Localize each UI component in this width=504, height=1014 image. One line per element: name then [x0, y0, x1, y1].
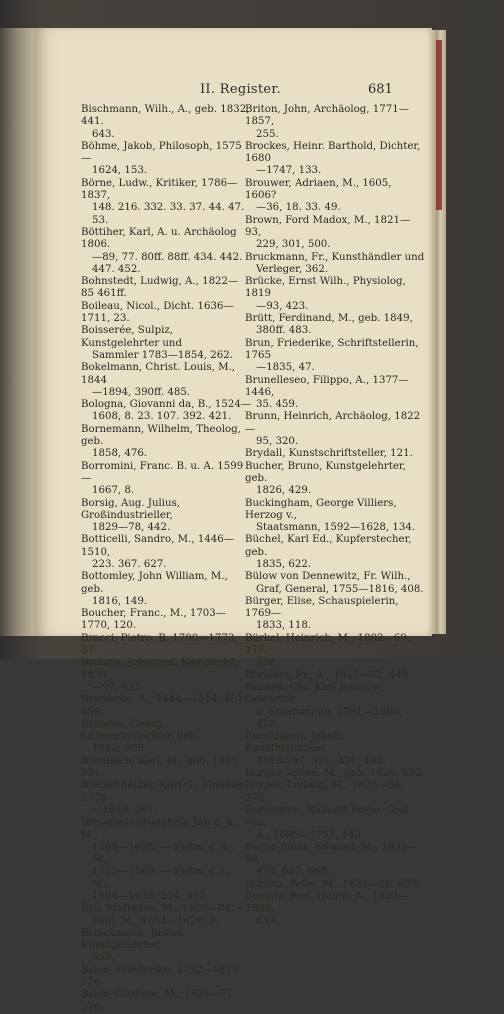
index-entry — [81, 362, 251, 399]
index-entry-continuation: —93, 423. — [256, 300, 309, 312]
index-entry — [245, 891, 425, 928]
index-entry-continuation: 1835, 622. — [256, 558, 312, 570]
index-entry-line: Bologna, Giovanni da, B., 1524— — [81, 399, 252, 411]
index-entry-line: Bucher, Bruno, Kunstgelehrter, geb. — [245, 460, 406, 484]
index-entry — [245, 104, 425, 141]
index-entry-line: Bischmann, Wilh., A., geb. 1832, 441. — [81, 104, 250, 128]
index-entry-line: Bracci, Pietro, B. 1700—1773, 37. — [81, 632, 238, 657]
index-entry-line: Brütt, Ferdinand, M., geb. 1849, — [245, 313, 413, 325]
index-entry — [81, 399, 251, 424]
index-entry — [245, 633, 425, 670]
index-entry-continuation: 229, 301, 500. — [256, 239, 331, 251]
index-entry-line: Brahms, Johannes, Komponist, 1833 — [81, 657, 240, 681]
index-entry — [245, 252, 425, 277]
index-entry-line: Bokelmann, Christ. Louis, M., 1844 — [81, 362, 236, 386]
index-entry-line: Brunelleseo, Filippo, A., 1377—1446, — [245, 374, 409, 398]
index-entry — [81, 301, 251, 326]
index-entry-line: Börne, Ludw., Kritiker, 1786—1837, — [81, 177, 238, 202]
index-entry-continuation: Staatsmann, 1592—1628, 134. — [256, 522, 416, 534]
index-entry — [81, 424, 251, 461]
index-entry — [245, 141, 425, 178]
index-entry-continuation: —89, 77. 80ff. 88ff. 434. 442. — [92, 251, 243, 263]
index-entry-line: Bornemann, Wilhelm, Theolog, geb. — [81, 423, 241, 448]
index-entry-line: Bramante, A., 1444—1514, 451. 459. — [81, 694, 247, 718]
index-entry-continuation: Verleger, 362. — [256, 263, 329, 275]
index-entry — [245, 178, 425, 215]
index-entry-line: Burnitz, Peter, M., 1824—86, 633. — [245, 878, 421, 890]
index-entry-continuation: 1525—1569. — Pieter d. j., M., — [92, 866, 231, 890]
index-entry — [245, 276, 425, 313]
index-entry — [81, 780, 251, 817]
index-entry-continuation: 148. 216. 332. 33. 37. 44. 47. 53. — [92, 202, 245, 226]
index-entry — [81, 817, 251, 903]
index-entry — [81, 325, 251, 362]
index-entry-continuation: 1568—1625. — Pieter d. ä., M., — [92, 841, 234, 866]
index-entry — [245, 780, 425, 805]
index-entry-continuation: Paul, M., 1554—1626, 9. — [92, 915, 220, 927]
index-entry — [81, 608, 251, 633]
index-entry-line: Bürger, Elise, Schauspielerin, 1769— — [245, 595, 399, 620]
running-title: II. Register. — [200, 82, 281, 97]
index-entry-line: Brunn, Heinrich, Archäolog, 1822— — [245, 411, 421, 435]
index-entry-line: Burger, Anton, M., geb. 1828, 632. — [245, 768, 425, 780]
index-entry-continuation: —36, 18. 33. 49. — [256, 202, 341, 214]
index-entry — [81, 141, 251, 178]
index-column-left — [81, 104, 251, 1014]
index-entry-line: Boisserée, Sulpiz, Kunstgelehrter und — [81, 325, 182, 349]
index-entry-line: Buckingham, George Villiers, Herzog v., — [245, 497, 397, 521]
index-entry — [245, 215, 425, 252]
index-entry — [81, 104, 251, 141]
index-entry-line: Brinckmann, Justus, Kunstgelehrter, — [81, 927, 186, 952]
index-entry — [81, 498, 251, 535]
index-entry-line: Büchel, Karl Ed., Kupferstecher, geb. — [245, 534, 412, 558]
index-entry-continuation: 35. 459. — [256, 399, 299, 411]
index-entry-continuation: —97, 625. — [92, 681, 145, 693]
index-entry-line: Briton, John, Archäolog, 1771—1857, — [245, 104, 409, 128]
index-entry-line: Brion, Gustave, M., 1824—77, 376. — [81, 989, 237, 1013]
index-entry-continuation: 1564—1638, 214. 371. — [92, 891, 210, 902]
index-entry — [245, 670, 425, 682]
index-entry-continuation: —1894, 390ff. 485. — [92, 386, 191, 398]
index-entry-continuation: Graf, General, 1755—1816, 408. — [256, 583, 424, 595]
index-entry-line: Bunsen, Chr. Karl Josias v., Gelehrter — [245, 681, 384, 706]
index-entry-line: Burlington, Richard Boyle, Graf von, — [245, 804, 409, 829]
index-entry — [245, 498, 425, 535]
index-entry-line: Brockes, Heinr. Barthold, Dichter, 1680 — [245, 140, 421, 165]
page-number: 681 — [368, 82, 393, 97]
index-entry-line: Breughel (Brueghel), Jan d. ä., M., — [81, 817, 239, 841]
index-entry — [81, 633, 251, 658]
index-entry-line: Boileau, Nicol., Dicht. 1636—1711, 23. — [81, 300, 234, 325]
index-entry-line: Borsig, Aug. Julius, Großindustrieller, — [81, 497, 181, 521]
index-entry-continuation: 637. — [256, 915, 279, 927]
index-entry — [245, 411, 425, 448]
index-entry — [245, 448, 425, 460]
index-entry-line: Bohnstedt, Ludwig, A., 1822—85 461ff. — [81, 276, 239, 300]
index-entry — [245, 313, 425, 338]
index-entry — [81, 756, 251, 781]
index-entry-line: Bürklein, Fr., A., 1813—72, 449. — [245, 669, 412, 681]
index-entry-line: Burnitz, Rud. Heinr., A., 1827—1880, — [245, 891, 409, 915]
index-entry-line: Botticelli, Sandro, M., 1446—1510, — [81, 534, 234, 558]
index-entry — [245, 534, 425, 571]
index-entry-continuation: 1833, 118. — [256, 620, 312, 632]
index-entry-continuation: 643. — [92, 128, 115, 140]
index-entry — [81, 719, 251, 756]
index-entry — [245, 731, 425, 768]
index-entry — [81, 227, 251, 276]
index-entry — [245, 461, 425, 498]
index-entry — [245, 571, 425, 596]
index-entry-line: Breitbach, Karl, M., geb. 1833, 351. — [81, 755, 242, 780]
index-entry-continuation: 359. — [256, 657, 279, 669]
index-entry-line: Boucher, Franc., M., 1703—1770, 120. — [81, 608, 226, 632]
index-entry-continuation: 1608, 8. 23. 107. 392. 421. — [92, 411, 232, 423]
page-header — [34, 82, 432, 102]
index-entry-continuation: 478. 627. 660. — [256, 866, 331, 878]
index-entry-line: Bottomley, John William, M., geb. — [81, 571, 228, 595]
index-entry-continuation: 95, 320. — [256, 436, 299, 448]
index-entry — [81, 965, 251, 990]
index-entry — [81, 178, 251, 227]
index-entry-continuation: 1816, 149. — [92, 595, 148, 607]
index-entry — [245, 842, 425, 879]
index-entry-line: Bürkel, Heinrich, M., 1802—69, 177. — [245, 632, 410, 657]
index-entry-line: Borromini, Franc. B. u. A. 1599— — [81, 460, 244, 484]
index-entry-line: Brücke, Ernst Wilh., Physiolog, 1819 — [245, 276, 406, 300]
index-entry — [245, 768, 425, 780]
index-entry-continuation: 1826, 429. — [256, 485, 312, 497]
index-entry-continuation: 255. — [256, 128, 279, 140]
index-entry-line: Bülow von Dennewitz, Fr. Wilh., — [245, 571, 411, 583]
index-entry — [81, 276, 251, 301]
index-entry-continuation: —1747, 133. — [256, 165, 322, 177]
index-entry-line: Brun, Friederike, Schriftstellerin, 1765 — [245, 337, 419, 361]
bookmark-ribbon — [436, 40, 442, 210]
index-entry-line: Bretschneider, Karl G., Theolog, 1776 — [81, 780, 247, 804]
index-entry — [245, 338, 425, 375]
index-entry-continuation: —1835, 47. — [256, 362, 315, 374]
index-entry — [81, 989, 251, 1014]
book-gutter — [0, 28, 38, 636]
index-entry — [245, 879, 425, 891]
index-entry — [81, 657, 251, 694]
index-column-right — [245, 104, 425, 928]
index-entry-continuation: 1667, 8. — [92, 485, 135, 497]
index-entry — [245, 805, 425, 842]
index-entry — [81, 461, 251, 498]
index-entry-continuation: A., 1695—1753, 143. — [256, 829, 365, 841]
index-entry — [245, 596, 425, 633]
index-entry — [81, 534, 251, 571]
index-entry-line: Burne-Jones, Edward, M., 1833—98, — [245, 841, 418, 866]
index-entry-line: Brydall, Kunstschriftsteller, 121. — [245, 448, 413, 460]
index-entry-line: Burckhardt, Jakob, Kunsthistoriker, — [245, 731, 343, 755]
index-entry-line: Brown, Ford Madox, M., 1821—93, — [245, 214, 411, 238]
index-entry — [81, 928, 251, 965]
index-entry — [245, 375, 425, 412]
index-entry-continuation: —1848, 267. — [92, 804, 158, 816]
index-entry-continuation: 380ff. 483. — [256, 325, 312, 337]
index-entry-line: Brouwer, Adriaen, M., 1605, 1606? — [245, 177, 392, 202]
index-entry-continuation: 223. 367. 627. — [92, 558, 167, 570]
index-entry — [81, 903, 251, 928]
index-entry-line: Burger, Ludwig, M., 1825—84, 372. — [245, 780, 404, 804]
index-entry-continuation: u. Staatsmann, 1791—1860, 470. — [256, 706, 403, 730]
index-entry-line: Bril, Matthäus, M., 1550—84. — — [81, 903, 248, 915]
index-entry-continuation: 1818—97, 321. 421. 460. — [256, 755, 387, 767]
index-entry — [81, 571, 251, 608]
index-entry-line: Brion, Friederike, 1752—1813, 376. — [81, 964, 242, 989]
index-entry — [81, 694, 251, 719]
index-entry — [245, 682, 425, 731]
index-entry-continuation: 659. — [92, 952, 115, 964]
index-entry-continuation: 447. 452. — [92, 263, 141, 275]
index-entry-line: Böttiher, Karl, A. u. Archäolog 1806. — [81, 226, 237, 251]
index-entry-line: Böhme, Jakob, Philosoph, 1575— — [81, 140, 242, 165]
index-entry-continuation: 1624, 153. — [92, 165, 148, 177]
index-entry-continuation: Sammler 1783—1854, 262. — [92, 349, 233, 361]
index-entry-line: Bruckmann, Fr., Kunsthändler und — [245, 251, 425, 263]
index-entry-continuation: 1842, 609. — [92, 743, 148, 755]
index-entry-line: Brandes, Georg, Litterarhistoriker, geb. — [81, 718, 200, 743]
index-entry-continuation: 1829—78, 442. — [92, 522, 171, 534]
index-entry-continuation: 1858, 476. — [92, 448, 148, 460]
